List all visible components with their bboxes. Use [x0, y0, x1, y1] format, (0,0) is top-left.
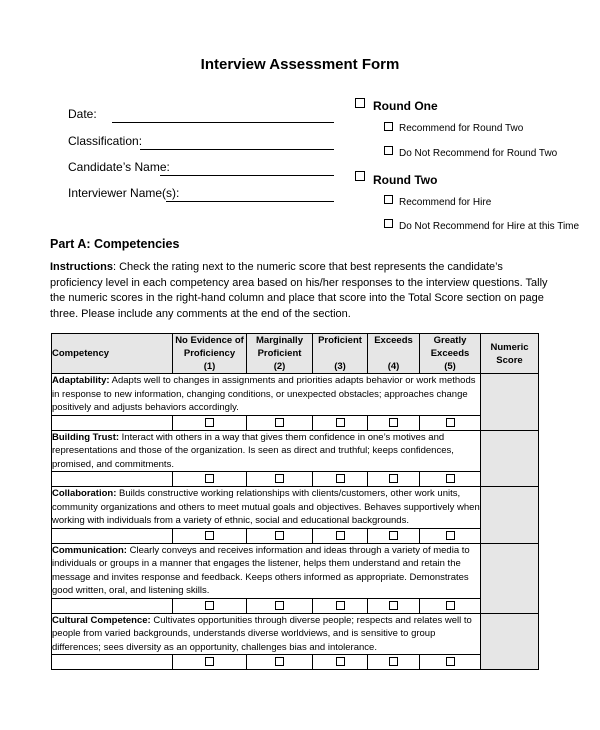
round-two-checkbox[interactable]: [355, 171, 365, 181]
rating-cell: [173, 655, 247, 670]
rating-5-checkbox[interactable]: [446, 657, 455, 666]
numeric-score-cell[interactable]: [481, 543, 539, 613]
rating-2-checkbox[interactable]: [275, 657, 284, 666]
competency-description: [52, 613, 481, 655]
rating-spacer: [52, 655, 173, 670]
header-rating-label: Proficient: [318, 335, 362, 346]
rating-cell: [420, 598, 481, 613]
rating-row: [52, 655, 539, 670]
rating-cell: [313, 472, 368, 487]
rating-4-checkbox[interactable]: [389, 531, 398, 540]
classification-label: Classification:: [68, 134, 143, 148]
rating-cell: [247, 528, 313, 543]
header-rating-label: Exceeds: [374, 335, 413, 346]
instructions: [50, 260, 555, 322]
header-rating-score: (2): [273, 361, 286, 372]
rating-5-checkbox[interactable]: [446, 531, 455, 540]
rating-cell: [368, 528, 420, 543]
rating-cell: [368, 655, 420, 670]
instructions-label: Instructions: [50, 261, 113, 273]
rating-spacer: [52, 415, 173, 430]
not-recommend-round-two-label: Do Not Recommend for Round Two: [399, 148, 558, 159]
rating-cell: [368, 598, 420, 613]
rating-cell: [313, 415, 368, 430]
rating-cell: [313, 598, 368, 613]
classification-field[interactable]: [140, 149, 334, 150]
rating-2-checkbox[interactable]: [275, 474, 284, 483]
competency-row: [52, 487, 539, 529]
rating-cell: [420, 655, 481, 670]
rating-spacer: [52, 528, 173, 543]
rating-3-checkbox[interactable]: [336, 531, 345, 540]
recommend-round-two-label: Recommend for Round Two: [399, 123, 524, 134]
rating-cell: [247, 655, 313, 670]
rating-cell: [173, 598, 247, 613]
rating-row: [52, 415, 539, 430]
competency-row: [52, 374, 539, 416]
round-two-label: Round Two: [373, 173, 438, 187]
rating-cell: [313, 528, 368, 543]
rating-cell: [247, 415, 313, 430]
competency-row: [52, 430, 539, 472]
rating-cell: [173, 528, 247, 543]
table-header-row: [52, 334, 539, 374]
not-recommend-hire-checkbox[interactable]: [384, 219, 393, 228]
competency-name: Cultural Competence:: [52, 614, 151, 626]
rating-cell: [173, 472, 247, 487]
instructions-text: : Check the rating next to the numeric score that best represents the candidate’s proficiency level in each competency area based on his/her responses to the interview questions. Tally the numeric scores in the right-hand column and place that score into the Total Score section on page three. Please include any comments at the end of the section.: [50, 261, 548, 320]
header-rating-score: (3): [334, 361, 346, 372]
rating-cell: [420, 528, 481, 543]
date-label: Date:: [68, 107, 97, 121]
competency-name: Building Trust:: [52, 431, 120, 443]
numeric-score-cell[interactable]: [481, 487, 539, 544]
rating-cell: [313, 655, 368, 670]
competency-text: Builds constructive working relationships with clients/customers, other work units, community organizations and others to meet mutual goals and objectives. Behaves supportively when working with individuals from a variety of ethnic, social and educational backgrounds.: [52, 488, 480, 526]
header-competency: Competency: [52, 334, 173, 374]
interviewer-name-label: Interviewer Name(s):: [68, 186, 180, 200]
rating-spacer: [52, 598, 173, 613]
header-rating-4: [368, 334, 420, 374]
header-rating-score: (1): [203, 361, 216, 372]
header-rating-5: [420, 334, 481, 374]
recommend-hire-label: Recommend for Hire: [399, 197, 492, 208]
rating-cell: [420, 415, 481, 430]
header-rating-2: [247, 334, 313, 374]
rating-cell: [173, 415, 247, 430]
not-recommend-hire-label: Do Not Recommend for Hire at this Time: [399, 221, 580, 232]
rating-row: [52, 472, 539, 487]
header-rating-score: (5): [444, 361, 456, 372]
competency-text: Interact with others in a way that gives them confidence in one’s motives and representations and those of the organization. Is seen as direct and truthful; keeps confidences, promised, and commitments.: [52, 431, 454, 470]
numeric-score-cell[interactable]: [481, 613, 539, 670]
rating-row: [52, 598, 539, 613]
rating-1-checkbox[interactable]: [205, 531, 214, 540]
rating-cell: [247, 472, 313, 487]
round-one-checkbox[interactable]: [355, 98, 365, 108]
recommend-hire-checkbox[interactable]: [384, 195, 393, 204]
rating-2-checkbox[interactable]: [275, 601, 284, 610]
not-recommend-round-two-checkbox[interactable]: [384, 146, 393, 155]
header-rating-label: Marginally Proficient: [256, 335, 303, 359]
rating-4-checkbox[interactable]: [389, 657, 398, 666]
competency-description: [52, 430, 481, 472]
competency-row: [52, 543, 539, 598]
candidate-name-field[interactable]: [160, 175, 334, 176]
rating-row: [52, 528, 539, 543]
rating-4-checkbox[interactable]: [389, 418, 398, 427]
competency-description: [52, 374, 481, 416]
rating-cell: [368, 415, 420, 430]
numeric-score-cell[interactable]: [481, 430, 539, 487]
rating-3-checkbox[interactable]: [336, 474, 345, 483]
date-field[interactable]: [112, 122, 334, 123]
competency-description: [52, 487, 481, 529]
rating-3-checkbox[interactable]: [336, 657, 345, 666]
competency-table: [51, 333, 539, 670]
competency-text: Adapts well to changes in assignments and priorities adapts behavior or work methods in response to new information, changing conditions, or unexpected obstacles; approaches change positively and adjusts behaviors accordingly.: [52, 375, 476, 413]
rating-spacer: [52, 472, 173, 487]
header-numeric-score: Numeric Score: [481, 334, 539, 374]
rating-5-checkbox[interactable]: [446, 601, 455, 610]
rating-cell: [420, 472, 481, 487]
competency-text: Cultivates opportunities through diverse people; respects and relates well to people from varied backgrounds, understands diverse worldviews, and is sensitive to group differences; sees diversity as an opportunity, challenges bias and intolerance.: [52, 614, 472, 653]
competency-name: Adaptability:: [52, 375, 110, 386]
numeric-score-cell[interactable]: [481, 374, 539, 431]
rating-5-checkbox[interactable]: [446, 474, 455, 483]
rating-2-checkbox[interactable]: [275, 531, 284, 540]
rating-cell: [368, 472, 420, 487]
round-one-label: Round One: [373, 99, 438, 113]
rating-1-checkbox[interactable]: [205, 657, 214, 666]
rating-cell: [247, 598, 313, 613]
rating-5-checkbox[interactable]: [446, 418, 455, 427]
header-rating-label: Greatly Exceeds: [430, 335, 470, 359]
rating-3-checkbox[interactable]: [336, 601, 345, 610]
rating-1-checkbox[interactable]: [205, 601, 214, 610]
recommend-round-two-checkbox[interactable]: [384, 122, 393, 131]
candidate-name-label: Candidate’s Name:: [68, 160, 170, 174]
rating-3-checkbox[interactable]: [336, 418, 345, 427]
part-a-heading: Part A: Competencies: [50, 237, 180, 251]
competency-description: [52, 543, 481, 598]
rating-4-checkbox[interactable]: [389, 474, 398, 483]
form-title: Interview Assessment Form: [200, 56, 400, 73]
rating-1-checkbox[interactable]: [205, 474, 214, 483]
header-rating-score: (4): [387, 361, 400, 372]
rating-4-checkbox[interactable]: [389, 601, 398, 610]
header-rating-label: No Evidence of Proficiency: [175, 335, 244, 359]
rating-1-checkbox[interactable]: [205, 418, 214, 427]
rating-2-checkbox[interactable]: [275, 418, 284, 427]
competency-text: Clearly conveys and receives information and ideas through a variety of media to individuals or groups in a manner that engages the listener, helps them understand and retain the message and invites response and feedback. Keeps others informed as appropriate. Demonstrates good written, oral, and listening skills.: [52, 544, 470, 596]
interviewer-name-field[interactable]: [166, 201, 334, 202]
competency-name: Communication:: [52, 544, 127, 556]
competency-row: [52, 613, 539, 655]
header-rating-3: [313, 334, 368, 374]
header-rating-1: [173, 334, 247, 374]
competency-name: Collaboration:: [52, 488, 117, 499]
